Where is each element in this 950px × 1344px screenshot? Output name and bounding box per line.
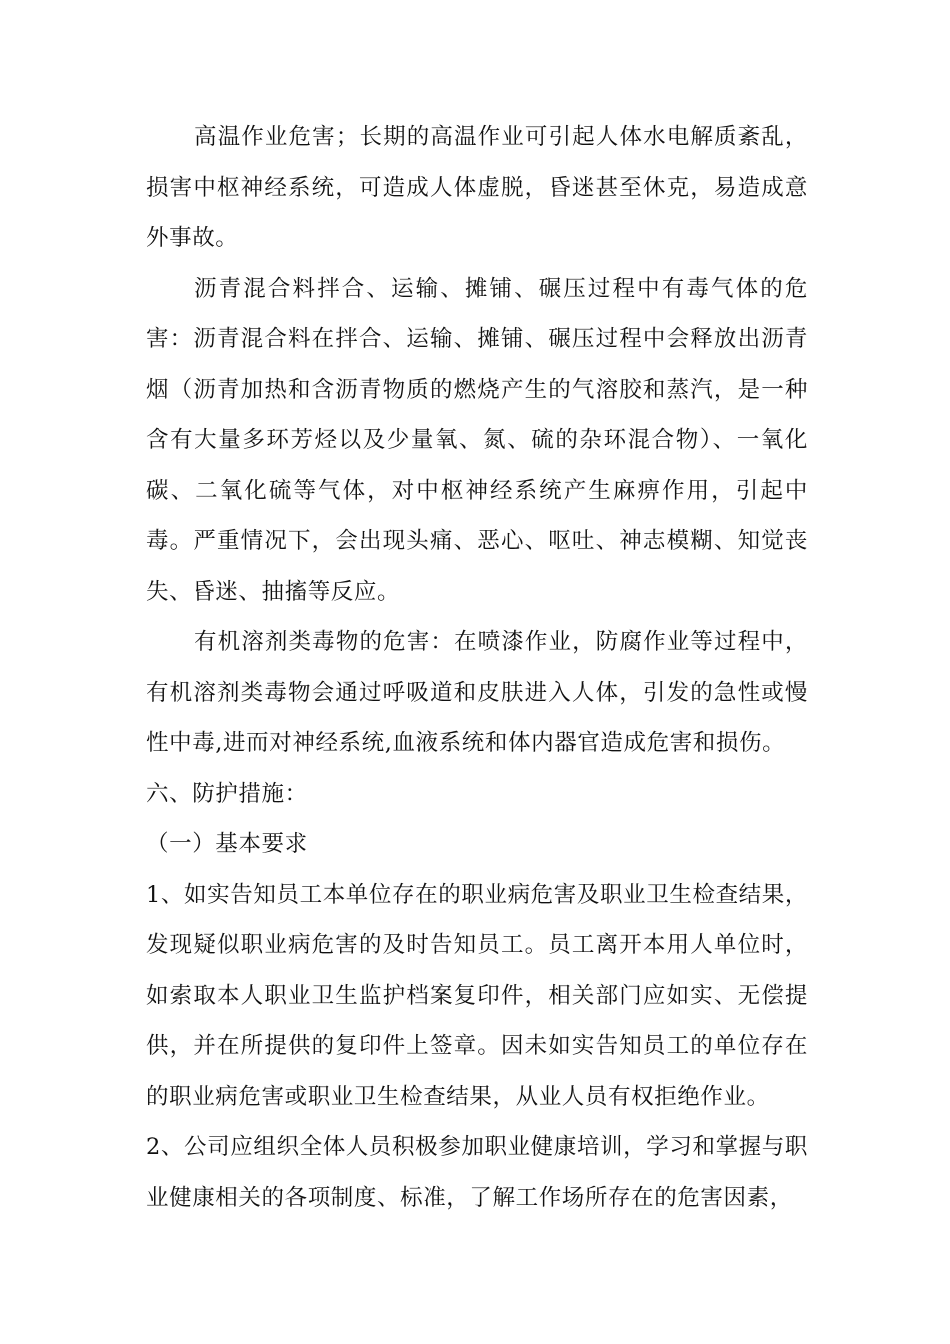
list-item-1: 1、如实告知员工本单位存在的职业病危害及职业卫生检查结果，发现疑似职业病危害的及时告知员工。员工离开本用人单位时，如索取本人职业卫生监护档案复印件，相关部门应如实、无偿提供，并在所提供的复印件上签章。因未如实告知员工的单位存在的职业病危害或职业卫生检查结果，从业人员有权拒绝作业。 <box>146 881 808 1110</box>
subsection-heading-basic-requirements: （一）基本要求 <box>146 831 308 857</box>
list-item-2: 2、公司应组织全体人员积极参加职业健康培训，学习和掌握与职业健康相关的各项制度、标准，了解工作场所存在的危害因素， <box>146 1134 808 1211</box>
document-page <box>146 112 808 1223</box>
paragraph-high-temperature-hazard: 高温作业危害；长期的高温作业可引起人体水电解质紊乱，损害中枢神经系统，可造成人体虚脱，昏迷甚至休克，易造成意外事故。 <box>146 124 808 251</box>
paragraph-asphalt-toxic-gas-hazard: 沥青混合料拌合、运输、摊铺、碾压过程中有毒气体的危害：沥青混合料在拌合、运输、摊铺、碾压过程中会释放出沥青烟（沥青加热和含沥青物质的燃烧产生的气溶胶和蒸汽，是一种含有大量多环芳烃以及少量氧、氮、硫的杂环混合物）、一氧化碳、二氧化硫等气体，对中枢神经系统产生麻痹作用，引起中毒。严重情况下，会出现头痛、恶心、呕吐、神志模糊、知觉丧失、昏迷、抽搐等反应。 <box>146 275 808 605</box>
paragraph-organic-solvent-hazard: 有机溶剂类毒物的危害：在喷漆作业，防腐作业等过程中，有机溶剂类毒物会通过呼吸道和皮肤进入人体，引发的急性或慢性中毒,进而对神经系统,血液系统和体内器官造成危害和损伤。 <box>146 629 808 756</box>
section-heading-protective-measures: 六、防护措施： <box>146 780 308 807</box>
